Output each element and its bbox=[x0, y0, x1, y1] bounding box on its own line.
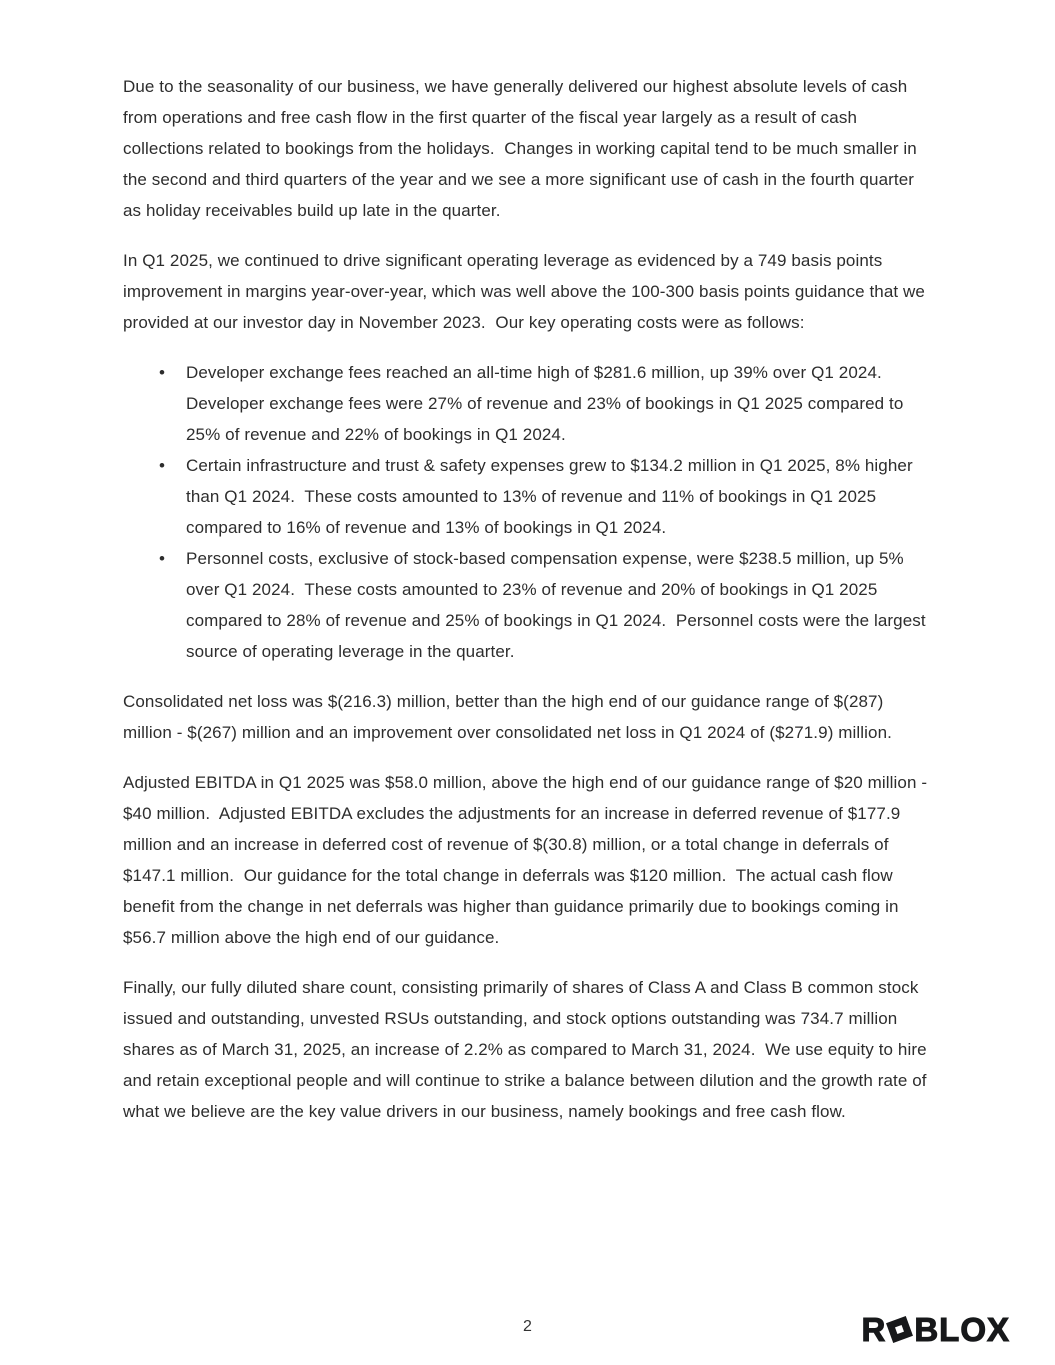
paragraph-consolidated-net-loss: Consolidated net loss was $(216.3) million, better than the high end of our guidance range of $(287) million - $(267) million and an improvement over consolidated net loss in Q1 2024 of ($271.9) million. bbox=[123, 692, 892, 742]
page-number: 2 bbox=[523, 1318, 532, 1335]
letter-body bbox=[123, 71, 931, 1146]
roblox-logo-text-right: BLOX bbox=[914, 1311, 1010, 1348]
list-item-infrastructure-trust-safety: • Certain infrastructure and trust & safety expenses grew to $134.2 million in Q1 2025, 8% higher than Q1 2024. These costs amounted to 13% of revenue and 11% of bookings in Q1 2025 compared to 16% of revenue and 13% of bookings in Q1 2024. bbox=[186, 450, 931, 543]
list-item-personnel-costs: • Personnel costs, exclusive of stock-based compensation expense, were $238.5 million, up 5% over Q1 2024. These costs amounted to 23% of revenue and 20% of bookings in Q1 2025 compared to 28% of revenue and 25% of bookings in Q1 2024. Personnel costs were the largest source of operating leverage in the quarter. bbox=[186, 543, 931, 667]
paragraph-diluted-share-count: Finally, our fully diluted share count, consisting primarily of shares of Class A and Class B common stock issued and outstanding, unvested RSUs outstanding, and stock options outstanding was 734.7 million shares as of March 31, 2025, an increase of 2.2% as compared to March 31, 2024. We use equity to hire and retain exceptional people and will continue to strike a balance between dilution and the growth rate of what we believe are the key value drivers in our business, namely bookings and free cash flow. bbox=[123, 978, 932, 1121]
paragraph-adjusted-ebitda: Adjusted EBITDA in Q1 2025 was $58.0 million, above the high end of our guidance range of $20 million - $40 million. Adjusted EBITDA excludes the adjustments for an increase in deferred revenue of $177.9 million and an increase in deferred cost of revenue of $(30.8) million, or a total change in deferrals of $147.1 million. Our guidance for the total change in deferrals was $120 million. The actual cash flow benefit from the change in net deferrals was higher than guidance primarily due to bookings coming in $56.7 million above the high end of our guidance. bbox=[123, 773, 932, 947]
paragraph-seasonality: Due to the seasonality of our business, we have generally delivered our highest absolute levels of cash from operations and free cash flow in the first quarter of the fiscal year largely as a result of cash collections related to bookings from the holidays. Changes in working capital tend to be much smaller in the second and third quarters of the year and we see a more significant use of cash in the fourth quarter as holiday receivables build up late in the quarter. bbox=[123, 77, 922, 220]
roblox-logo bbox=[861, 1310, 1010, 1350]
roblox-logo-text-left: R bbox=[861, 1311, 887, 1348]
paragraph-operating-leverage: In Q1 2025, we continued to drive significant operating leverage as evidenced by a 749 basis points improvement in margins year-over-year, which was well above the 100-300 basis points guidance that we provided at our investor day in November 2023. Our key operating costs were as follows: bbox=[123, 251, 930, 332]
operating-costs-list bbox=[123, 357, 931, 667]
list-item-developer-exchange-fees: • Developer exchange fees reached an all-time high of $281.6 million, up 39% over Q1 2024. Developer exchange fees were 27% of revenue and 23% of bookings in Q1 2025 compared to 25% of revenue and 22% of bookings in Q1 2024. bbox=[186, 357, 931, 450]
roblox-tilted-square-icon bbox=[886, 1316, 913, 1343]
